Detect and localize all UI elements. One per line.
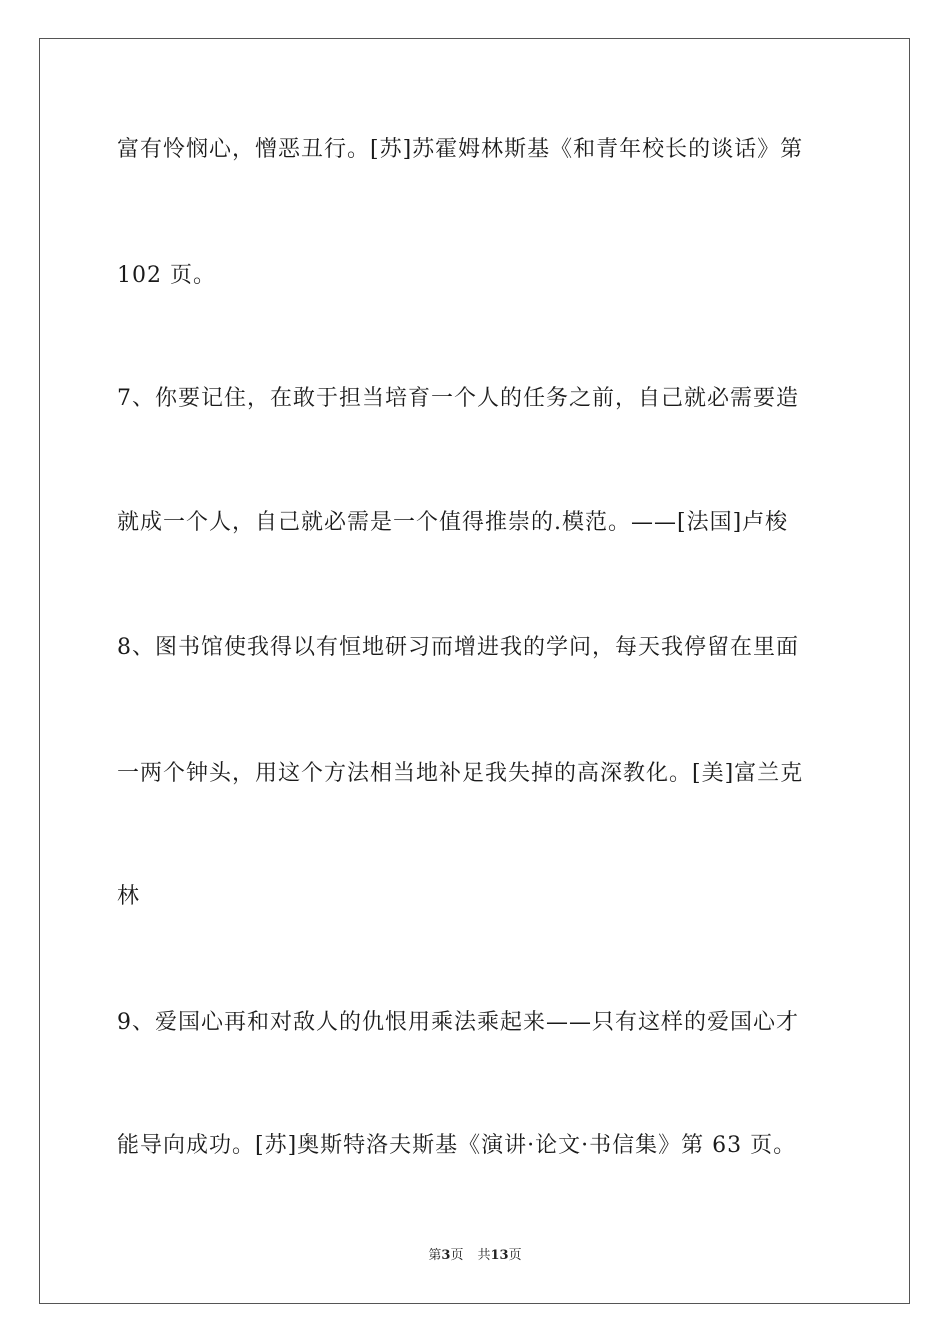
body-line-9: 能导向成功。[苏]奥斯特洛夫斯基《演讲·论文·书信集》第 63 页。: [117, 1133, 797, 1158]
body-line-1: 富有怜悯心，憎恶丑行。[苏]苏霍姆林斯基《和青年校长的谈话》第: [117, 137, 804, 162]
body-line-7: 林: [117, 884, 141, 909]
footer-page-current: 3: [441, 1248, 451, 1263]
body-line-8: 9、爱国心再和对敌人的仇恨用乘法乘起来——只有这样的爱国心才: [117, 1010, 799, 1035]
footer-page-suffix: 页: [450, 1248, 464, 1263]
footer-total-prefix: 共: [477, 1248, 491, 1263]
body-line-4: 就成一个人，自己就必需是一个值得推崇的.模范。——[法国]卢梭: [117, 510, 789, 535]
body-line-2: 102 页。: [117, 263, 216, 288]
footer-page-prefix: 第: [428, 1248, 442, 1263]
body-line-3: 7、你要记住，在敢于担当培育一个人的任务之前，自己就必需要造: [117, 386, 799, 411]
footer-total-suffix: 页: [508, 1248, 522, 1263]
page-border: [39, 38, 910, 1304]
body-line-5: 8、图书馆使我得以有恒地研习而增进我的学问，每天我停留在里面: [117, 635, 799, 660]
footer-page-total: 13: [490, 1248, 509, 1263]
body-line-6: 一两个钟头，用这个方法相当地补足我失掉的高深教化。[美]富兰克: [117, 761, 804, 786]
page-footer: [0, 1246, 950, 1266]
